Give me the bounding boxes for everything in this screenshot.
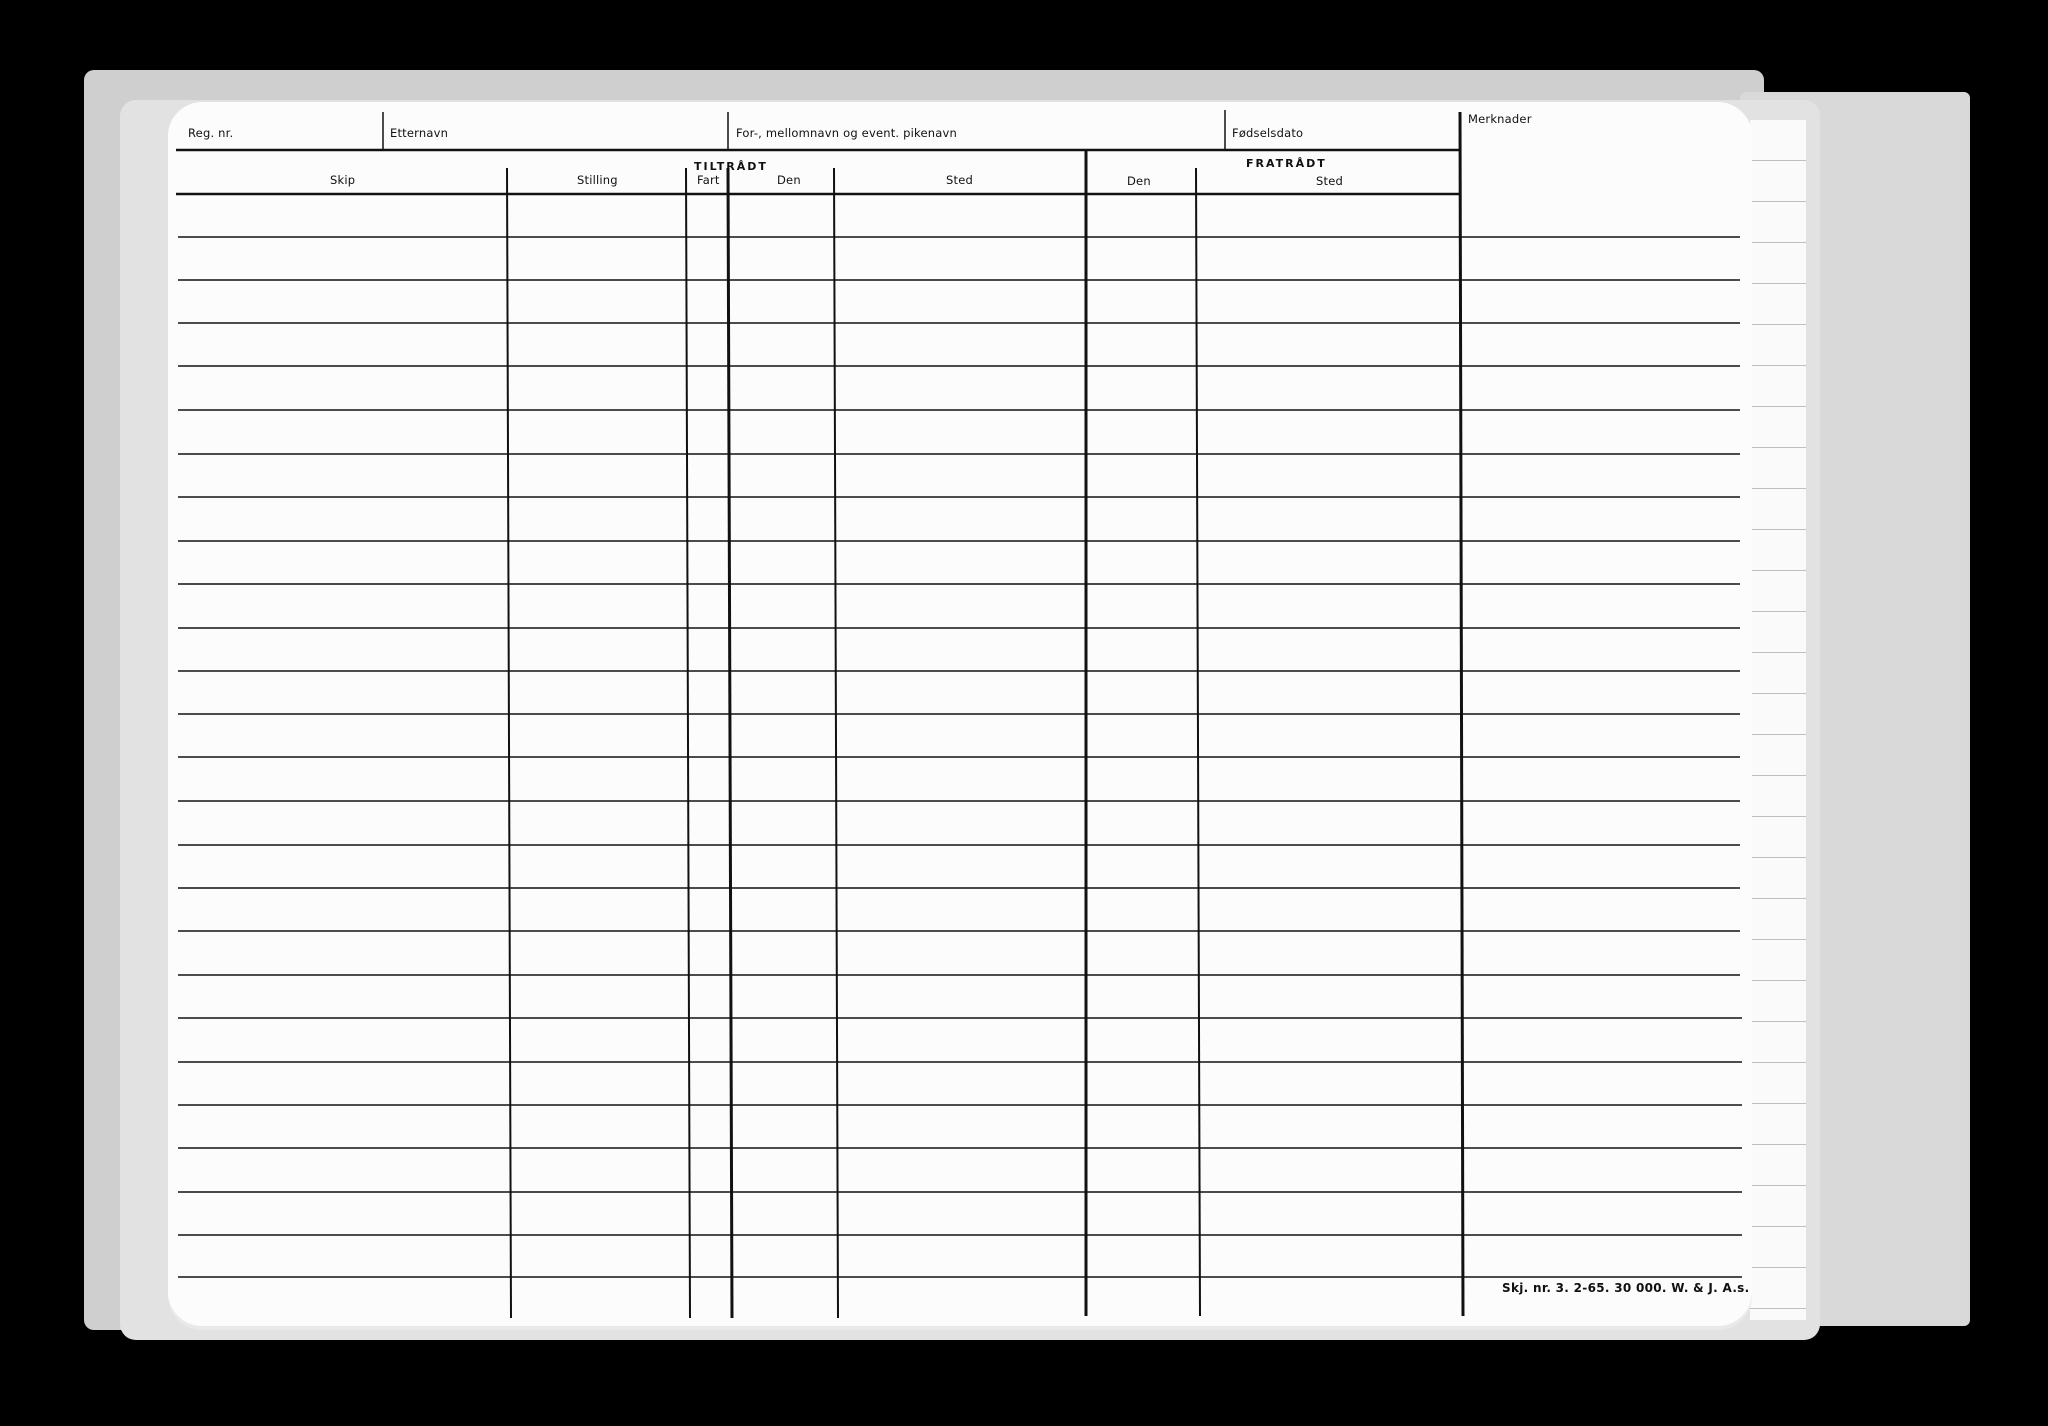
stilling-column-header: Stilling [577,173,618,187]
etternavn-label: Etternavn [390,126,449,140]
merknader-label: Merknader [1468,112,1532,126]
skip-column-header: Skip [330,173,356,187]
fratradt-den-column-header: Den [1127,174,1151,188]
ruled-rows [178,237,1742,1277]
tiltradt-den-column-header: Den [777,173,801,187]
fornavn-label: For-, mellomnavn og event. pikenavn [736,126,957,140]
fart-column-header: Fart [697,173,720,187]
column-divider [686,168,690,1318]
fodselsdato-label: Fødselsdato [1232,126,1304,140]
column-divider [834,168,838,1318]
tiltradt-group-label: TILTRÅDT [694,160,768,173]
column-divider [1196,168,1200,1316]
tiltradt-sted-column-header: Sted [946,173,973,187]
reg-nr-label: Reg. nr. [188,126,234,140]
fratradt-group-label: FRATRÅDT [1246,157,1327,170]
form-print-info: Skj. nr. 3. 2-65. 30 000. W. & J. A.s. [1502,1281,1750,1295]
fratradt-sted-column-header: Sted [1316,174,1343,188]
column-divider [728,168,732,1318]
column-divider [507,168,511,1318]
